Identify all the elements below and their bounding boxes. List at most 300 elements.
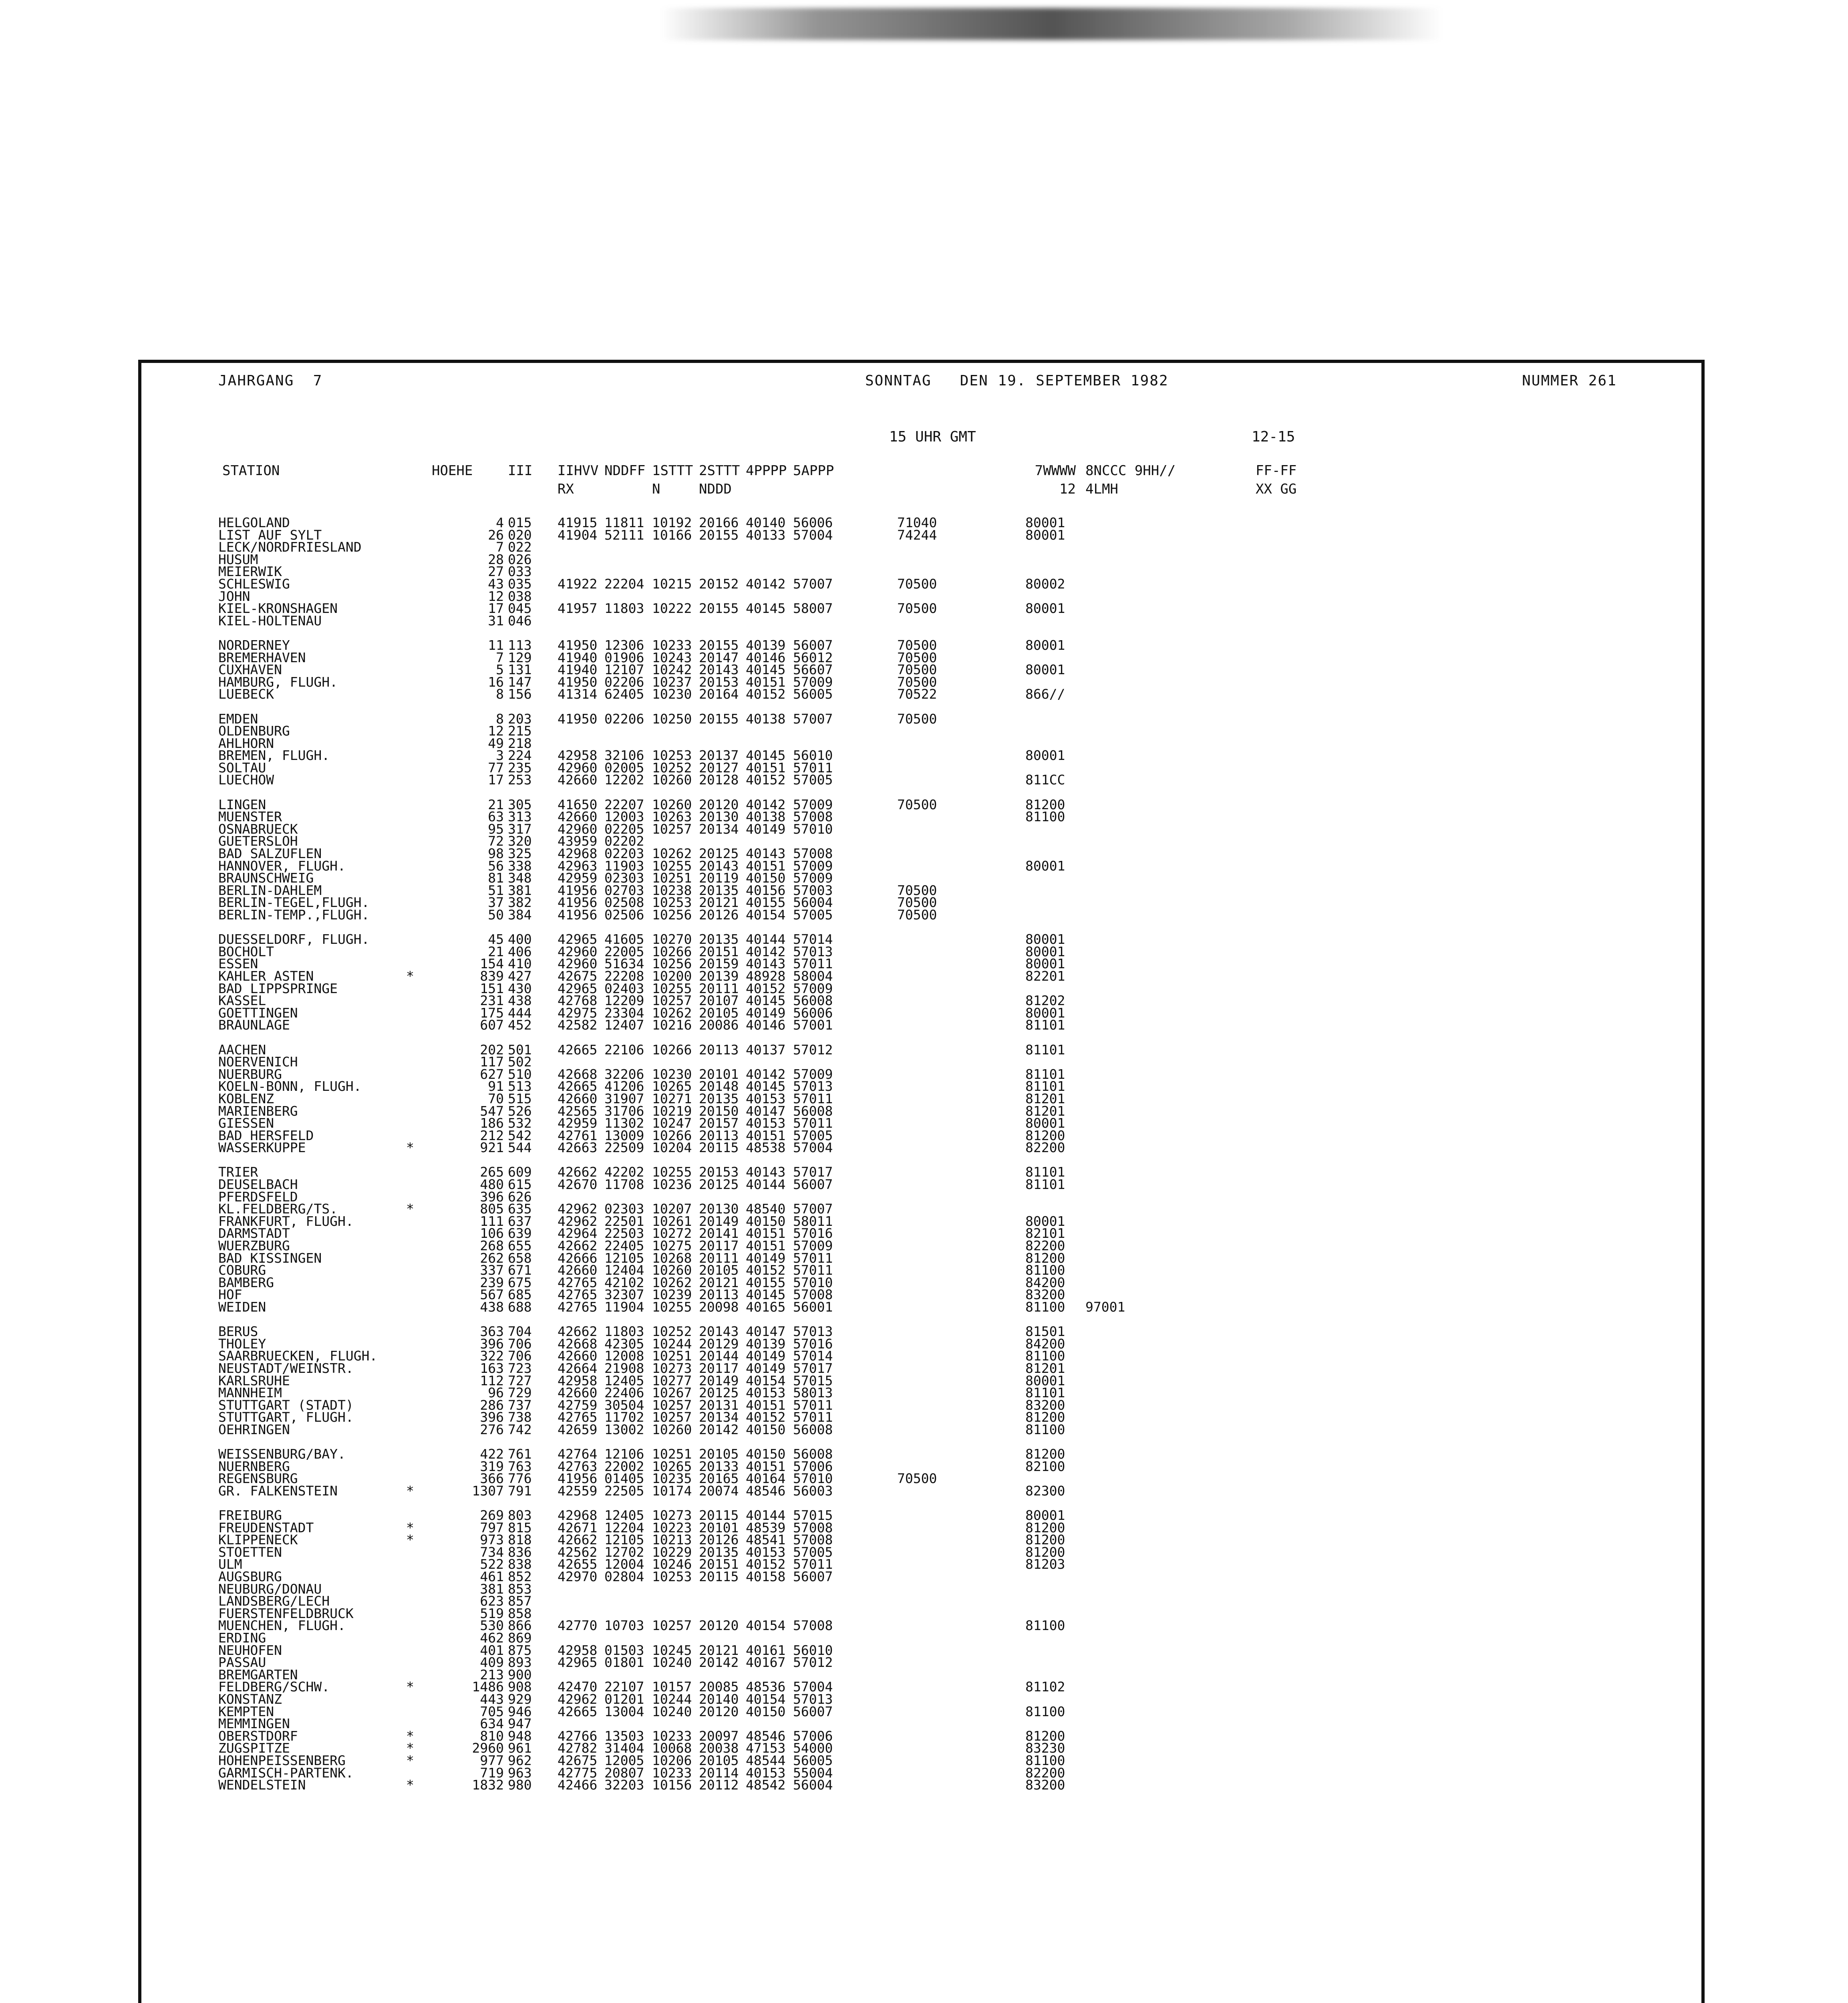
group-8nccc: 81202 xyxy=(1025,993,1065,1009)
station-name: NEUSTADT/WEINSTR. xyxy=(218,1360,354,1376)
group-4pppp: 40138 xyxy=(746,711,786,727)
group-8nccc: 81100 xyxy=(1025,1421,1065,1437)
station-index: 761 xyxy=(508,1446,532,1462)
col-c10: FF-FF XX GG xyxy=(1256,463,1297,497)
group-4pppp: 40145 xyxy=(746,993,786,1009)
station-index: 129 xyxy=(508,649,532,665)
station-index: 502 xyxy=(508,1054,532,1070)
group-1sttt: 10239 xyxy=(652,1287,692,1303)
group-1sttt: 10204 xyxy=(652,1140,692,1156)
group-8nccc: 81200 xyxy=(1025,1519,1065,1535)
group-1sttt: 10263 xyxy=(652,809,692,825)
station-index: 946 xyxy=(508,1703,532,1719)
group-8nccc: 81200 xyxy=(1025,1250,1065,1266)
group-4pppp: 48546 xyxy=(746,1483,786,1499)
station-name: HOHENPEISSENBERG xyxy=(218,1752,346,1768)
mountain-station-asterisk: * xyxy=(406,1201,414,1217)
station-name: FREIBURG xyxy=(218,1507,282,1523)
station-index: 685 xyxy=(508,1287,532,1303)
group-1sttt: 10233 xyxy=(652,1765,692,1781)
station-index: 706 xyxy=(508,1348,532,1364)
station-name: GARMISCH-PARTENK. xyxy=(218,1765,354,1781)
group-nddff: 01801 xyxy=(604,1654,644,1671)
group-4pppp: 40151 xyxy=(746,1225,786,1241)
group-iihvv: 42660 xyxy=(558,772,598,788)
group-5appp: 57007 xyxy=(793,1201,833,1217)
group-iihvv: 42466 xyxy=(558,1777,598,1793)
station-name: NOERVENICH xyxy=(218,1054,298,1070)
group-8nccc: 82200 xyxy=(1025,1765,1065,1781)
station-height: 151 xyxy=(480,980,504,996)
station-height: 28 xyxy=(488,551,504,567)
group-2sttt: 20120 xyxy=(699,796,739,812)
row-spacer xyxy=(0,1032,1848,1044)
group-iihvv: 42962 xyxy=(558,1201,598,1217)
group-2sttt: 20113 xyxy=(699,1287,739,1303)
group-1sttt: 10246 xyxy=(652,1556,692,1572)
station-index: 791 xyxy=(508,1483,532,1499)
station-height: 462 xyxy=(480,1630,504,1646)
group-4pppp: 40149 xyxy=(746,821,786,837)
group-iihvv: 41956 xyxy=(558,882,598,898)
group-1sttt: 10240 xyxy=(652,1654,692,1671)
group-nddff: 12105 xyxy=(604,1250,644,1266)
station-height: 461 xyxy=(480,1569,504,1585)
group-2sttt: 20142 xyxy=(699,1421,739,1437)
table-row xyxy=(0,688,1848,701)
group-1sttt: 10192 xyxy=(652,515,692,530)
table-row xyxy=(0,725,1848,738)
group-5appp: 57013 xyxy=(793,1324,833,1340)
date-label: SONNTAG DEN 19. SEPTEMBER 1982 xyxy=(865,373,1169,389)
table-row xyxy=(0,1080,1848,1093)
station-height: 12 xyxy=(488,588,504,604)
group-5appp: 57009 xyxy=(793,980,833,996)
group-2sttt: 20038 xyxy=(699,1740,739,1756)
group-iihvv: 41950 xyxy=(558,674,598,690)
group-nddff: 11803 xyxy=(604,1324,644,1340)
group-iihvv: 42662 xyxy=(558,1532,598,1548)
group-2sttt: 20149 xyxy=(699,1213,739,1229)
station-name: SOLTAU xyxy=(218,760,266,776)
station-index: 501 xyxy=(508,1042,532,1058)
group-5appp: 56010 xyxy=(793,748,833,764)
group-1sttt: 10233 xyxy=(652,1728,692,1744)
group-8nccc: 81200 xyxy=(1025,796,1065,812)
station-name: KARLSRUHE xyxy=(218,1372,290,1388)
station-index: 325 xyxy=(508,846,532,862)
group-2sttt: 20147 xyxy=(699,649,739,665)
group-7wwww: 70500 xyxy=(897,711,937,727)
group-8nccc: 83200 xyxy=(1025,1777,1065,1793)
station-name: DARMSTADT xyxy=(218,1225,290,1241)
table-row xyxy=(0,1326,1848,1338)
station-height: 72 xyxy=(488,833,504,849)
group-nddff: 42102 xyxy=(604,1274,644,1290)
group-5appp: 57008 xyxy=(793,1532,833,1548)
station-name: FREUDENSTADT xyxy=(218,1519,314,1535)
station-height: 396 xyxy=(480,1409,504,1425)
group-8nccc: 82200 xyxy=(1025,1238,1065,1254)
station-height: 31 xyxy=(488,613,504,629)
group-2sttt: 20135 xyxy=(699,1090,739,1106)
group-nddff: 12405 xyxy=(604,1372,644,1388)
station-height: 186 xyxy=(480,1115,504,1131)
group-1sttt: 10216 xyxy=(652,1017,692,1033)
group-nddff: 42202 xyxy=(604,1164,644,1180)
group-1sttt: 10213 xyxy=(652,1532,692,1548)
station-height: 5 xyxy=(496,662,504,678)
group-iihvv: 42660 xyxy=(558,1385,598,1401)
station-name: HELGOLAND xyxy=(218,515,290,530)
station-index: 893 xyxy=(508,1654,532,1671)
table-row xyxy=(0,1421,1848,1437)
station-height: 396 xyxy=(480,1336,504,1352)
group-5appp: 57011 xyxy=(793,1409,833,1425)
group-iihvv: 41904 xyxy=(558,527,598,543)
group-iihvv: 42662 xyxy=(558,1324,598,1340)
group-1sttt: 10262 xyxy=(652,846,692,862)
group-2sttt: 20165 xyxy=(699,1471,739,1487)
station-index: 542 xyxy=(508,1127,532,1143)
group-iihvv: 42964 xyxy=(558,1225,598,1241)
station-name: GIESSEN xyxy=(218,1115,274,1131)
group-4pppp: 48542 xyxy=(746,1777,786,1793)
station-name: MUENCHEN, FLUGH. xyxy=(218,1618,346,1634)
station-index: 706 xyxy=(508,1336,532,1352)
group-nddff: 12105 xyxy=(604,1532,644,1548)
station-index: 815 xyxy=(508,1519,532,1535)
table-row xyxy=(0,750,1848,762)
group-7wwww: 71040 xyxy=(897,515,937,530)
group-4pppp: 40142 xyxy=(746,576,786,592)
group-8nccc: 866// xyxy=(1025,686,1065,702)
group-5appp: 57004 xyxy=(793,1140,833,1156)
group-nddff: 02005 xyxy=(604,760,644,776)
station-height: 607 xyxy=(480,1017,504,1033)
group-8nccc: 81101 xyxy=(1025,1385,1065,1401)
station-name: HOF xyxy=(218,1287,242,1303)
group-5appp: 57005 xyxy=(793,772,833,788)
group-1sttt: 10255 xyxy=(652,1164,692,1180)
group-4pppp: 40143 xyxy=(746,956,786,972)
group-nddff: 02303 xyxy=(604,1201,644,1217)
station-index: 317 xyxy=(508,821,532,837)
group-5appp: 56007 xyxy=(793,637,833,653)
group-nddff: 12702 xyxy=(604,1544,644,1560)
station-index: 763 xyxy=(508,1458,532,1474)
group-1sttt: 10236 xyxy=(652,1177,692,1193)
station-height: 519 xyxy=(480,1605,504,1621)
group-2sttt: 20105 xyxy=(699,1005,739,1021)
group-iihvv: 41956 xyxy=(558,1471,598,1487)
group-2sttt: 20135 xyxy=(699,931,739,947)
group-4pppp: 40154 xyxy=(746,1618,786,1634)
station-height: 1486 xyxy=(472,1679,504,1695)
group-nddff: 32206 xyxy=(604,1066,644,1082)
station-name: BERUS xyxy=(218,1324,258,1340)
station-index: 046 xyxy=(508,613,532,629)
station-height: 106 xyxy=(480,1225,504,1241)
group-nddff: 12004 xyxy=(604,1556,644,1572)
group-1sttt: 10237 xyxy=(652,674,692,690)
group-7wwww: 70500 xyxy=(897,576,937,592)
group-8nccc: 81501 xyxy=(1025,1324,1065,1340)
group-4pppp: 40151 xyxy=(746,1397,786,1413)
station-height: 422 xyxy=(480,1446,504,1462)
group-2sttt: 20155 xyxy=(699,600,739,617)
group-nddff: 22207 xyxy=(604,796,644,812)
station-index: 818 xyxy=(508,1532,532,1548)
col-hoehe: HOEHE xyxy=(432,463,473,479)
group-8nccc: 80001 xyxy=(1025,515,1065,530)
group-8nccc: 80001 xyxy=(1025,1115,1065,1131)
group-nddff: 01405 xyxy=(604,1471,644,1487)
group-5appp: 56012 xyxy=(793,649,833,665)
group-nddff: 12407 xyxy=(604,1017,644,1033)
station-index: 803 xyxy=(508,1507,532,1523)
group-iihvv: 42959 xyxy=(558,1115,598,1131)
group-iihvv: 42562 xyxy=(558,1544,598,1560)
group-4pppp: 40137 xyxy=(746,1042,786,1058)
station-height: 366 xyxy=(480,1471,504,1487)
station-height: 49 xyxy=(488,735,504,751)
station-height: 17 xyxy=(488,772,504,788)
group-1sttt: 10266 xyxy=(652,1042,692,1058)
group-2sttt: 20125 xyxy=(699,1385,739,1401)
station-name: PASSAU xyxy=(218,1654,266,1671)
group-4pppp: 48928 xyxy=(746,968,786,984)
station-name: ESSEN xyxy=(218,956,258,972)
group-2sttt: 20127 xyxy=(699,760,739,776)
group-nddff: 22405 xyxy=(604,1238,644,1254)
group-iihvv: 42665 xyxy=(558,1042,598,1058)
group-iihvv: 42670 xyxy=(558,1177,598,1193)
station-index: 131 xyxy=(508,662,532,678)
station-height: 112 xyxy=(480,1372,504,1388)
group-4pppp: 40139 xyxy=(746,1336,786,1352)
station-name: LINGEN xyxy=(218,796,266,812)
mountain-station-asterisk: * xyxy=(406,1679,414,1695)
group-iihvv: 42765 xyxy=(558,1299,598,1315)
station-height: 77 xyxy=(488,760,504,776)
group-nddff: 13009 xyxy=(604,1127,644,1143)
station-index: 313 xyxy=(508,809,532,825)
station-height: 8 xyxy=(496,711,504,727)
group-7wwww: 70500 xyxy=(897,796,937,812)
group-2sttt: 20111 xyxy=(699,1250,739,1266)
mountain-station-asterisk: * xyxy=(406,1532,414,1548)
station-name: KIEL-KRONSHAGEN xyxy=(218,600,338,617)
group-4pppp: 40150 xyxy=(746,1703,786,1719)
group-2sttt: 20140 xyxy=(699,1691,739,1707)
group-2sttt: 20085 xyxy=(699,1679,739,1695)
station-name: BAD LIPPSPRINGE xyxy=(218,980,338,996)
station-height: 443 xyxy=(480,1691,504,1707)
group-iihvv: 41915 xyxy=(558,515,598,530)
group-nddff: 02303 xyxy=(604,870,644,886)
group-iihvv: 41650 xyxy=(558,796,598,812)
column-headers xyxy=(0,461,1848,502)
group-5appp: 56008 xyxy=(793,1421,833,1437)
group-5appp: 57005 xyxy=(793,1127,833,1143)
table-row xyxy=(0,980,1848,996)
station-height: 797 xyxy=(480,1519,504,1535)
group-1sttt: 10255 xyxy=(652,1299,692,1315)
station-index: 908 xyxy=(508,1679,532,1695)
group-nddff: 22505 xyxy=(604,1483,644,1499)
station-name: AHLHORN xyxy=(218,735,274,751)
group-iihvv: 42958 xyxy=(558,1372,598,1388)
station-height: 212 xyxy=(480,1127,504,1143)
station-height: 623 xyxy=(480,1593,504,1609)
group-nddff: 02703 xyxy=(604,882,644,898)
station-name: BRAUNSCHWEIG xyxy=(218,870,314,886)
station-height: 21 xyxy=(488,796,504,812)
group-2sttt: 20134 xyxy=(699,821,739,837)
group-4pppp: 40133 xyxy=(746,527,786,543)
group-2sttt: 20141 xyxy=(699,1225,739,1241)
group-8nccc: 80001 xyxy=(1025,748,1065,764)
group-1sttt: 10257 xyxy=(652,1397,692,1413)
group-5appp: 57016 xyxy=(793,1336,833,1352)
group-nddff: 11811 xyxy=(604,515,644,530)
group-1sttt: 10219 xyxy=(652,1103,692,1119)
group-7wwww: 70500 xyxy=(897,895,937,911)
group-5appp: 57009 xyxy=(793,1238,833,1254)
group-8nccc: 80001 xyxy=(1025,931,1065,947)
group-2sttt: 20130 xyxy=(699,809,739,825)
group-5appp: 56004 xyxy=(793,1777,833,1793)
group-8nccc: 81200 xyxy=(1025,1409,1065,1425)
station-height: 56 xyxy=(488,858,504,874)
group-1sttt: 10262 xyxy=(652,1005,692,1021)
station-index: 544 xyxy=(508,1140,532,1156)
group-nddff: 32307 xyxy=(604,1287,644,1303)
group-iihvv: 42968 xyxy=(558,1507,598,1523)
group-nddff: 51634 xyxy=(604,956,644,972)
station-name: LECK/NORDFRIESLAND xyxy=(218,539,362,555)
station-index: 410 xyxy=(508,956,532,972)
station-index: 253 xyxy=(508,772,532,788)
mountain-station-asterisk: * xyxy=(406,1728,414,1744)
station-index: 655 xyxy=(508,1238,532,1254)
group-4pppp: 40144 xyxy=(746,931,786,947)
station-height: 27 xyxy=(488,564,504,580)
station-height: 977 xyxy=(480,1752,504,1768)
group-1sttt: 10256 xyxy=(652,907,692,923)
group-4pppp: 40156 xyxy=(746,882,786,898)
group-1sttt: 10229 xyxy=(652,1544,692,1560)
group-8nccc: 80001 xyxy=(1025,600,1065,617)
mountain-station-asterisk: * xyxy=(406,1140,414,1156)
group-nddff: 02403 xyxy=(604,980,644,996)
group-8nccc: 81201 xyxy=(1025,1360,1065,1376)
group-4pppp: 48546 xyxy=(746,1728,786,1744)
group-2sttt: 20121 xyxy=(699,1642,739,1658)
station-height: 265 xyxy=(480,1164,504,1180)
station-height: 70 xyxy=(488,1090,504,1106)
station-height: 91 xyxy=(488,1078,504,1094)
group-2sttt: 20143 xyxy=(699,1324,739,1340)
group-5appp: 57010 xyxy=(793,1471,833,1487)
group-5appp: 57011 xyxy=(793,1250,833,1266)
group-iihvv: 42962 xyxy=(558,1691,598,1707)
station-name: PFERDSFELD xyxy=(218,1189,298,1205)
station-index: 852 xyxy=(508,1569,532,1585)
group-4pppp: 40139 xyxy=(746,637,786,653)
group-2sttt: 20148 xyxy=(699,1078,739,1094)
station-name: MARIENBERG xyxy=(218,1103,298,1119)
group-4pppp: 40143 xyxy=(746,1164,786,1180)
group-iihvv: 42960 xyxy=(558,821,598,837)
group-2sttt: 20126 xyxy=(699,907,739,923)
group-4pppp: 40149 xyxy=(746,1348,786,1364)
group-1sttt: 10233 xyxy=(652,637,692,653)
group-1sttt: 10257 xyxy=(652,821,692,837)
station-height: 96 xyxy=(488,1385,504,1401)
group-4pppp: 40146 xyxy=(746,1017,786,1033)
group-iihvv: 42759 xyxy=(558,1397,598,1413)
group-9hh: 97001 xyxy=(1085,1299,1125,1315)
group-2sttt: 20125 xyxy=(699,1177,739,1193)
group-2sttt: 20105 xyxy=(699,1752,739,1768)
station-name: JOHN xyxy=(218,588,250,604)
group-1sttt: 10245 xyxy=(652,1642,692,1658)
group-1sttt: 10273 xyxy=(652,1360,692,1376)
group-5appp: 57011 xyxy=(793,1090,833,1106)
group-nddff: 12106 xyxy=(604,1446,644,1462)
station-height: 16 xyxy=(488,674,504,690)
group-4pppp: 40155 xyxy=(746,1274,786,1290)
station-name: STUTTGART (STADT) xyxy=(218,1397,354,1413)
station-index: 381 xyxy=(508,882,532,898)
table-row xyxy=(0,1644,1848,1657)
group-5appp: 57003 xyxy=(793,882,833,898)
station-index: 737 xyxy=(508,1397,532,1413)
group-5appp: 57008 xyxy=(793,846,833,862)
group-iihvv: 42662 xyxy=(558,1238,598,1254)
group-4pppp: 40147 xyxy=(746,1103,786,1119)
station-height: 239 xyxy=(480,1274,504,1290)
group-1sttt: 10242 xyxy=(652,662,692,678)
group-5appp: 57013 xyxy=(793,943,833,959)
group-5appp: 57011 xyxy=(793,1115,833,1131)
group-5appp: 58011 xyxy=(793,1213,833,1229)
station-height: 734 xyxy=(480,1544,504,1560)
group-nddff: 20807 xyxy=(604,1765,644,1781)
group-4pppp: 40167 xyxy=(746,1654,786,1671)
group-4pppp: 40145 xyxy=(746,748,786,764)
station-index: 400 xyxy=(508,931,532,947)
station-name: SAARBRUECKEN, FLUGH. xyxy=(218,1348,378,1364)
group-8nccc: 81203 xyxy=(1025,1556,1065,1572)
group-nddff: 02206 xyxy=(604,674,644,690)
station-name: LUECHOW xyxy=(218,772,274,788)
station-index: 526 xyxy=(508,1103,532,1119)
group-nddff: 11302 xyxy=(604,1115,644,1131)
station-height: 231 xyxy=(480,993,504,1009)
group-1sttt: 10222 xyxy=(652,600,692,617)
table-row xyxy=(0,774,1848,786)
table-row xyxy=(0,1301,1848,1314)
group-1sttt: 10257 xyxy=(652,993,692,1009)
mountain-station-asterisk: * xyxy=(406,1777,414,1793)
group-2sttt: 20153 xyxy=(699,1164,739,1180)
col-station: STATION xyxy=(222,463,280,479)
group-8nccc: 80002 xyxy=(1025,576,1065,592)
group-5appp: 57017 xyxy=(793,1164,833,1180)
